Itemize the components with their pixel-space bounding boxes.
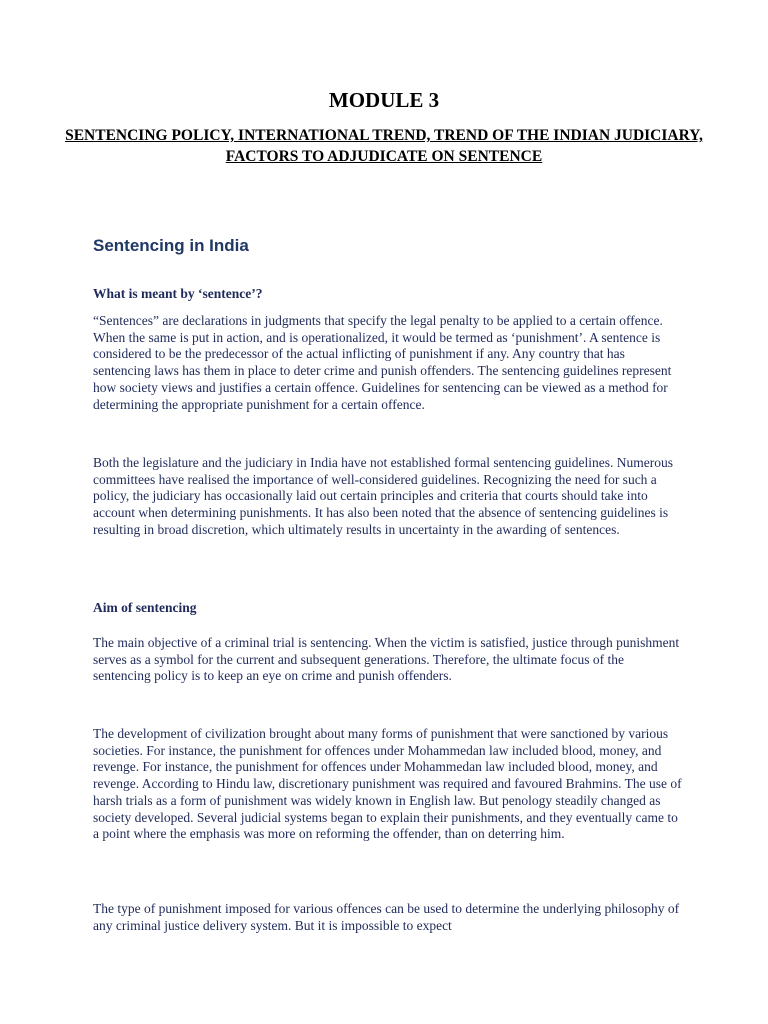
paragraph-sentence-definition: “Sentences” are declarations in judgments that specify the legal penalty to be applied to a certain offence. When the same is put in action, and is operationalized, it would be termed as ‘punishment’. A sentence is considered to be the predecessor of the actual inflicting of punishment if any. Any country that has sentencing laws has them in place to deter crime and punish offenders. The sentencing guidelines represent how society views and justifies a certain offence. Guidelines for sentencing can be viewed as a method for determining the appropriate punishment for a certain offence.	[93, 313, 672, 412]
module-title: MODULE 3	[328, 88, 440, 112]
paragraph-civilization-punishment: The development of civilization brought about many forms of punishment that were sanctioned by various societies. For instance, the punishment for offences under Mohammedan law included blood, money, and revenge. For instance, the punishment for offences under Mohammedan law included blood, money, and revenge. According to Hindu law, discretionary punishment was required and favoured Brahmins. The use of harsh trials as a form of punishment was widely known in English law. But penology steadily changed as society developed. Several judicial systems began to explain their punishments, and they eventually came to a point where the emphasis was more on reforming the offender, than on deterring him.	[93, 726, 682, 842]
module-subtitle: SENTENCING POLICY, INTERNATIONAL TREND, TREND OF THE INDIAN JUDICIARY, FACTORS TO ADJUDICATE ON SENTENCE	[65, 127, 703, 165]
paragraph-sentencing-guidelines: Both the legislature and the judiciary in India have not established formal sentencing guidelines. Numerous committees have realised the importance of well-considered guidelines. Recognizing the need for such a policy, the judiciary has occasionally laid out certain principles and criteria that courts should take into account when determining punishments. It has also been noted that the absence of sentencing guidelines is resulting in broad discretion, which ultimately results in uncertainty in the awarding of sentences.	[93, 455, 673, 537]
section-heading-sentencing-in-india: Sentencing in India	[93, 236, 249, 255]
subheading-aim-of-sentencing: Aim of sentencing	[93, 600, 197, 615]
subheading-what-is-sentence: What is meant by ‘sentence’?	[93, 286, 263, 301]
paragraph-type-of-punishment: The type of punishment imposed for various offences can be used to determine the underlying philosophy of any criminal justice delivery system. But it is impossible to expect	[93, 901, 680, 933]
paragraph-aim-objective: The main objective of a criminal trial is sentencing. When the victim is satisfied, justice through punishment serves as a symbol for the current and subsequent generations. Therefore, the ultimate focus of the sentencing policy is to keep an eye on crime and punish offenders.	[93, 635, 680, 684]
